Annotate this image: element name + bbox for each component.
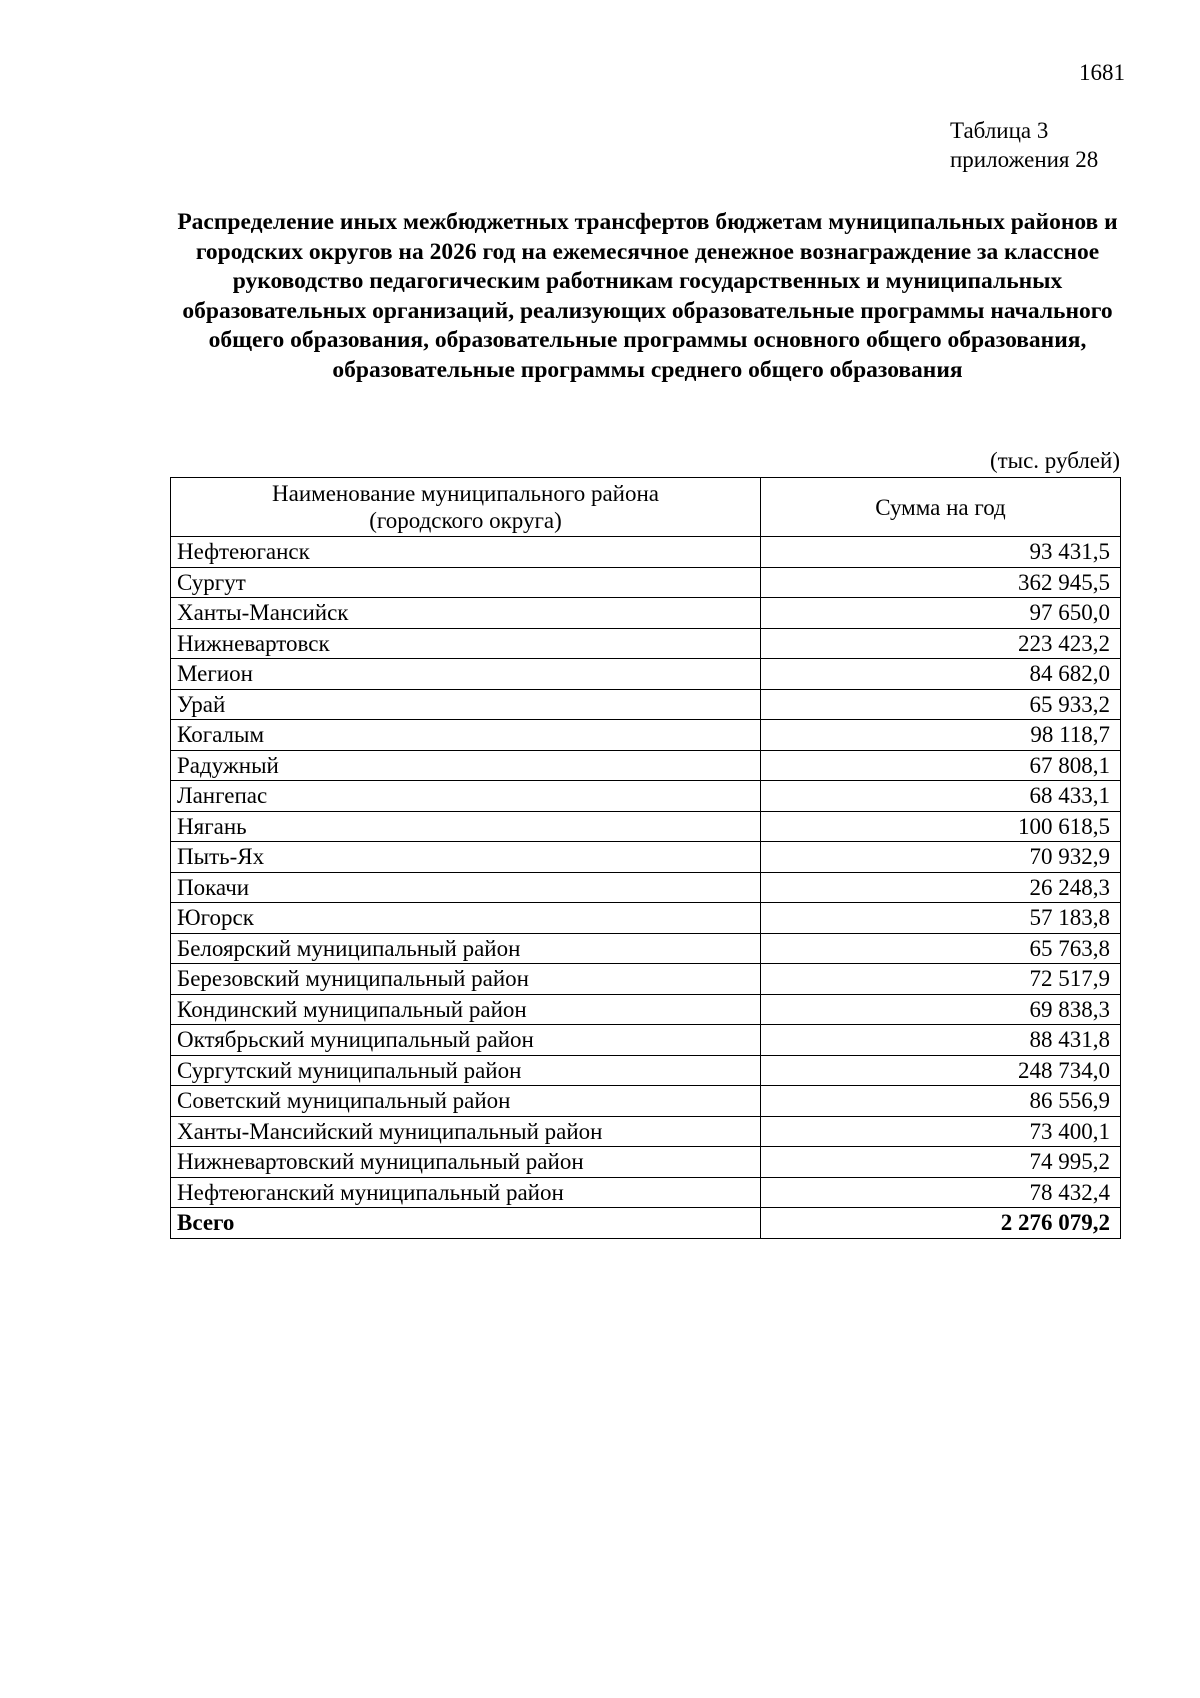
row-name-cell: Нефтеюганск [171,537,761,568]
row-amount-cell: 65 933,2 [761,689,1121,720]
row-amount-cell: 74 995,2 [761,1147,1121,1178]
row-name-cell: Октябрьский муниципальный район [171,1025,761,1056]
row-name-cell: Советский муниципальный район [171,1086,761,1117]
row-amount-cell: 57 183,8 [761,903,1121,934]
row-amount-cell: 97 650,0 [761,598,1121,629]
row-amount-cell: 86 556,9 [761,1086,1121,1117]
row-amount-cell: 73 400,1 [761,1116,1121,1147]
row-amount-cell: 72 517,9 [761,964,1121,995]
row-amount-cell: 248 734,0 [761,1055,1121,1086]
row-name-cell: Радужный [171,750,761,781]
row-name-cell: Белоярский муниципальный район [171,933,761,964]
row-name-cell: Югорск [171,903,761,934]
row-amount-cell: 67 808,1 [761,750,1121,781]
table-row [171,689,1121,720]
column-header-amount: Сумма на год [761,478,1121,537]
unit-label: (тыс. рублей) [989,448,1120,473]
table-row [171,720,1121,751]
row-amount-cell: 362 945,5 [761,567,1121,598]
column-header-name-line2: (городского округа) [369,508,562,533]
row-name-cell: Ханты-Мансийский муниципальный район [171,1116,761,1147]
table-row [171,1055,1121,1086]
row-name-cell: Нягань [171,811,761,842]
table-row [171,872,1121,903]
row-name-cell: Лангепас [171,781,761,812]
row-name-cell: Нижневартовский муниципальный район [171,1147,761,1178]
table-row [171,659,1121,690]
row-amount-cell: 68 433,1 [761,781,1121,812]
row-name-cell: Кондинский муниципальный район [171,994,761,1025]
table-row [171,964,1121,995]
table-row [171,750,1121,781]
table-row [171,994,1121,1025]
row-amount-cell: 78 432,4 [761,1177,1121,1208]
row-name-cell: Когалым [171,720,761,751]
row-name-cell: Березовский муниципальный район [171,964,761,995]
table-row [171,567,1121,598]
row-amount-cell: 26 248,3 [761,872,1121,903]
table-row [171,1147,1121,1178]
row-amount-cell: 69 838,3 [761,994,1121,1025]
row-amount-cell: 88 431,8 [761,1025,1121,1056]
total-amount-cell: 2 276 079,2 [761,1208,1121,1239]
row-name-cell: Урай [171,689,761,720]
row-name-cell: Покачи [171,872,761,903]
row-name-cell: Нижневартовск [171,628,761,659]
table-row [171,811,1121,842]
row-name-cell: Сургут [171,567,761,598]
row-name-cell: Пыть-Ях [171,842,761,873]
total-row [171,1208,1121,1239]
table-row [171,781,1121,812]
table-row [171,1025,1121,1056]
row-amount-cell: 100 618,5 [761,811,1121,842]
document-title: Распределение иных межбюджетных трансфертов бюджетам муниципальных районов и городских округов на 2026 год на ежемесячное денежное вознаграждение за классное руководство педагогическим работникам государственных и муниципальных образовательных организаций, реализующих образовательные программы начального общего образования, образовательные программы основного общего образования, образовательные программы среднего общего образования [177,209,1118,383]
table-row [171,598,1121,629]
table-row [171,1177,1121,1208]
row-amount-cell: 93 431,5 [761,537,1121,568]
page-number: 1681 [1079,60,1125,85]
table-row [171,903,1121,934]
row-amount-cell: 98 118,7 [761,720,1121,751]
table-row [171,1116,1121,1147]
column-header-name-line1: Наименование муниципального района [272,481,659,506]
row-name-cell: Нефтеюганский муниципальный район [171,1177,761,1208]
total-label-cell: Всего [171,1208,761,1239]
row-amount-cell: 223 423,2 [761,628,1121,659]
table-row [171,628,1121,659]
table-reference-line2: приложения 28 [950,147,1099,172]
table-row [171,933,1121,964]
column-header-name [171,478,761,537]
table-reference-line1: Таблица 3 [950,118,1049,143]
row-name-cell: Сургутский муниципальный район [171,1055,761,1086]
table-row [171,1086,1121,1117]
transfers-table [170,477,1121,1239]
table-header-row [171,478,1121,537]
table-row [171,537,1121,568]
row-name-cell: Ханты-Мансийск [171,598,761,629]
table-body [171,537,1121,1239]
table-reference [950,116,1098,174]
row-name-cell: Мегион [171,659,761,690]
table-row [171,842,1121,873]
row-amount-cell: 70 932,9 [761,842,1121,873]
row-amount-cell: 84 682,0 [761,659,1121,690]
row-amount-cell: 65 763,8 [761,933,1121,964]
